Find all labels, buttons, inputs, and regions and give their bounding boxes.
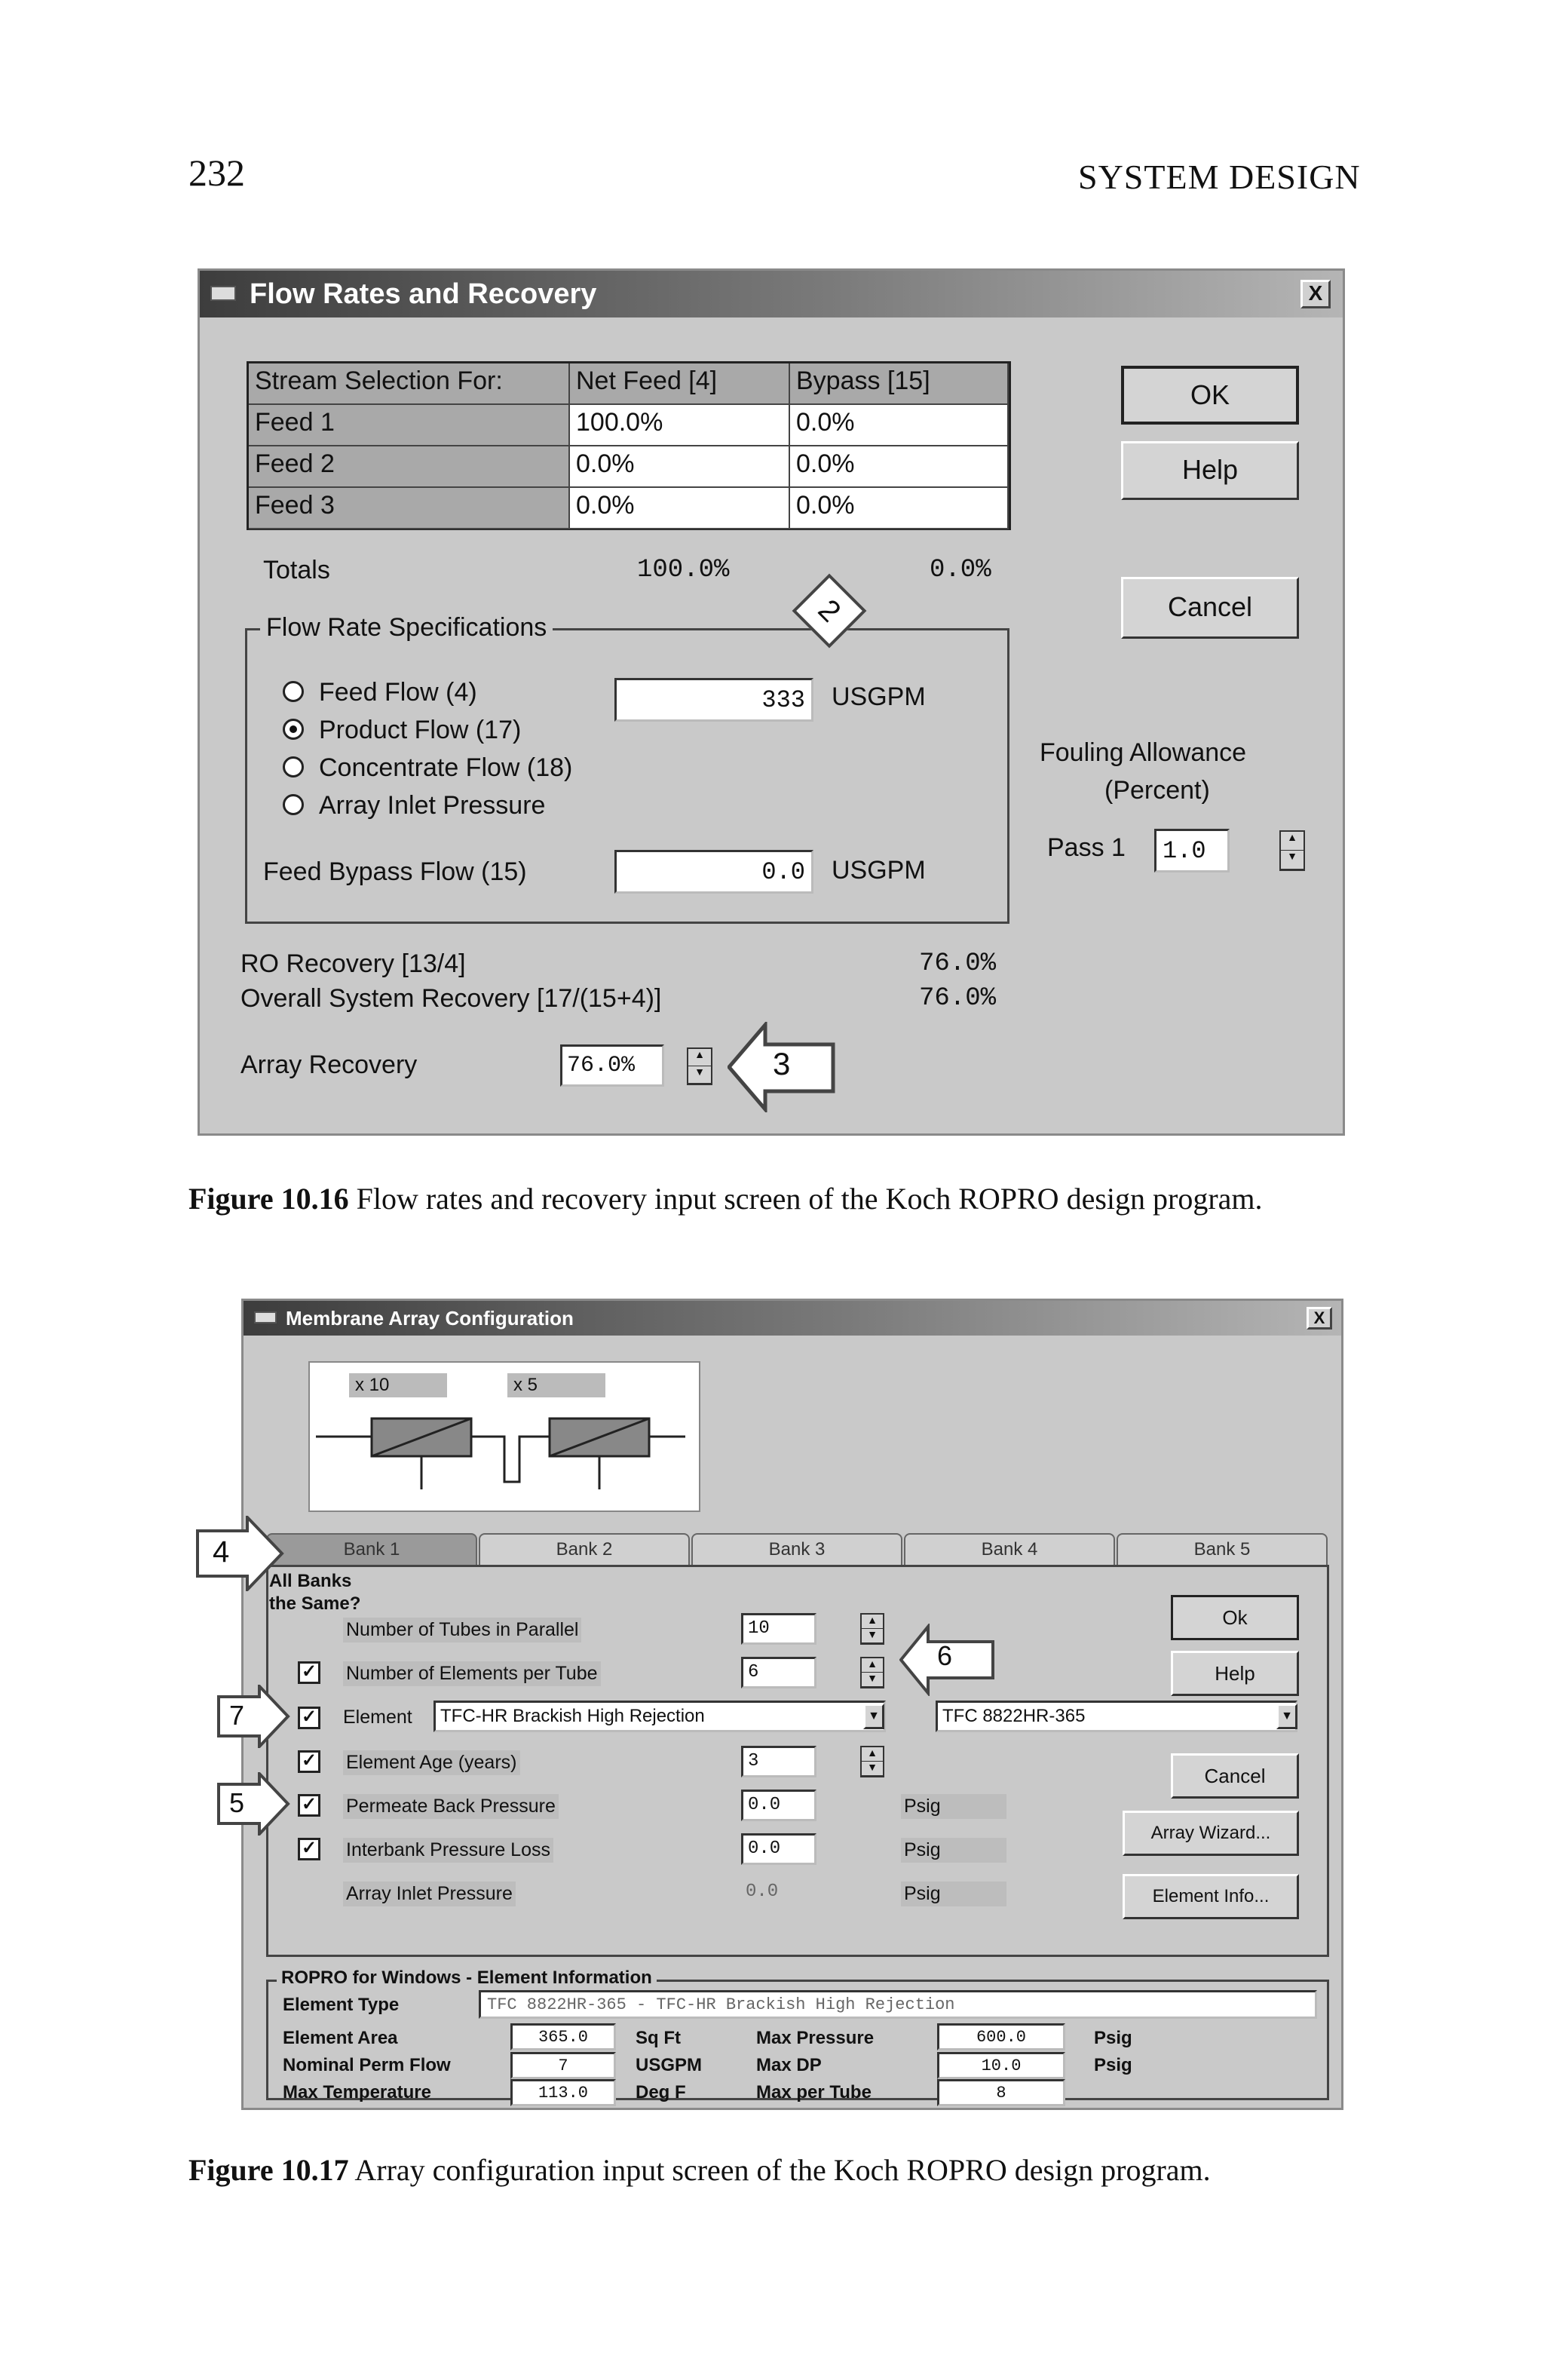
spinner-up-icon[interactable]: ▲ — [862, 1658, 883, 1673]
radio-array-inlet-pressure[interactable] — [283, 794, 304, 815]
table-header: Net Feed [4] — [570, 363, 790, 405]
element-area-label: Element Area — [283, 2028, 398, 2048]
callout-badge-5: 5 — [229, 1787, 245, 1818]
tab-bank-2[interactable]: Bank 2 — [479, 1533, 690, 1565]
array-recovery-input[interactable]: 76.0% — [560, 1044, 664, 1087]
spinner-down-icon[interactable]: ▼ — [862, 1629, 883, 1643]
perm-flow-unit: USGPM — [636, 2055, 703, 2075]
array-wizard-button[interactable]: Array Wizard... — [1123, 1811, 1299, 1856]
bypass-input[interactable]: 0.0 — [614, 850, 813, 894]
cancel-button[interactable]: Cancel — [1171, 1753, 1299, 1799]
max-dp-value: 10.0 — [937, 2052, 1065, 2079]
elements-label: Number of Elements per Tube — [343, 1661, 601, 1686]
membrane-array-window — [241, 1299, 1343, 2110]
permeate-input[interactable]: 0.0 — [741, 1790, 816, 1821]
figure-16-caption — [188, 1179, 1365, 1219]
element-checkbox[interactable]: ✓ — [298, 1707, 320, 1729]
title-bar — [200, 271, 1343, 317]
bypass-unit: USGPM — [832, 856, 926, 885]
bypass-label: Feed Bypass Flow (15) — [263, 857, 527, 886]
callout-arrow-4 — [195, 1516, 285, 1591]
array-recovery-label: Array Recovery — [240, 1050, 418, 1079]
age-checkbox[interactable]: ✓ — [298, 1750, 320, 1773]
inlet-pressure-unit: Psig — [901, 1882, 1006, 1906]
table-cell[interactable]: 0.0% — [790, 405, 1009, 446]
help-button[interactable]: Help — [1171, 1651, 1299, 1696]
window-title: Flow Rates and Recovery — [250, 278, 597, 310]
array-recovery-spinner[interactable] — [687, 1047, 712, 1085]
page-number: 232 — [188, 152, 245, 194]
flow-unit: USGPM — [832, 682, 926, 711]
figure-17-text: Array configuration input screen of the Koch ROPRO design program. — [348, 2153, 1211, 2187]
fouling-label: Fouling Allowance — [1040, 738, 1247, 767]
element-model-select[interactable]: TFC 8822HR-365 — [936, 1701, 1297, 1732]
all-banks-label: All Banks — [269, 1571, 352, 1591]
flow-input[interactable]: 333 — [614, 678, 813, 722]
permeate-unit: Psig — [901, 1794, 1006, 1819]
tubes-label: Number of Tubes in Parallel — [343, 1618, 581, 1642]
all-banks-label-same: the Same? — [269, 1593, 361, 1614]
array-flow-diagram — [308, 1361, 700, 1512]
max-per-tube-value: 8 — [937, 2079, 1065, 2106]
perm-flow-label: Nominal Perm Flow — [283, 2055, 451, 2075]
chevron-down-icon[interactable]: ▼ — [863, 1704, 884, 1729]
max-dp-unit: Psig — [1094, 2055, 1132, 2075]
figure-17-caption — [188, 2151, 1365, 2190]
figure-17-label: Figure 10.17 — [188, 2153, 349, 2187]
permeate-label: Permeate Back Pressure — [343, 1794, 559, 1819]
callout-badge-7: 7 — [229, 1700, 245, 1731]
spinner-up-icon[interactable]: ▲ — [862, 1615, 883, 1629]
overall-recovery-label: Overall System Recovery [17/(15+4)] — [240, 984, 662, 1013]
callout-arrow-5 — [216, 1772, 291, 1836]
max-per-tube-label: Max per Tube — [756, 2082, 872, 2102]
tab-bank-4[interactable]: Bank 4 — [904, 1533, 1115, 1565]
spinner-up-icon[interactable]: ▲ — [1281, 832, 1304, 851]
age-input[interactable]: 3 — [741, 1746, 816, 1777]
spinner-down-icon[interactable]: ▼ — [862, 1673, 883, 1687]
element-type-label: Element Type — [283, 1995, 400, 2015]
element-select[interactable]: TFC-HR Brackish High Rejection — [433, 1701, 886, 1732]
table-row-label: Feed 2 — [249, 446, 570, 488]
totals-net-feed: 100.0% — [637, 556, 730, 584]
stream-table — [247, 361, 1011, 530]
callout-badge-3: 3 — [773, 1046, 791, 1081]
close-button[interactable]: X — [1300, 280, 1331, 308]
spinner-down-icon[interactable]: ▼ — [862, 1762, 883, 1776]
element-label: Element — [343, 1707, 412, 1728]
callout-badge-2: 2 — [792, 574, 867, 649]
callout-badge-4: 4 — [213, 1535, 230, 1569]
stage-2-count: x 5 — [507, 1373, 605, 1397]
close-button[interactable]: X — [1307, 1307, 1332, 1330]
element-info-button[interactable]: Element Info... — [1123, 1874, 1299, 1919]
tab-bank-5[interactable]: Bank 5 — [1117, 1533, 1328, 1565]
table-cell[interactable]: 100.0% — [570, 405, 790, 446]
table-row-label: Feed 3 — [249, 488, 570, 529]
window-menu-icon[interactable] — [210, 286, 236, 301]
max-dp-label: Max DP — [756, 2055, 822, 2075]
pass-spinner[interactable] — [1279, 830, 1305, 871]
interbank-label: Interbank Pressure Loss — [343, 1838, 553, 1863]
running-head: SYSTEM DESIGN — [1078, 158, 1361, 196]
radio-feed-flow-label: Feed Flow (4) — [319, 678, 477, 707]
interbank-checkbox[interactable]: ✓ — [298, 1838, 320, 1860]
age-label: Element Age (years) — [343, 1750, 520, 1775]
max-temp-unit: Deg F — [636, 2082, 686, 2102]
table-cell[interactable]: 0.0% — [790, 488, 1009, 529]
flow-rate-group-title: Flow Rate Specifications — [260, 613, 553, 643]
age-spinner[interactable] — [860, 1746, 884, 1777]
element-area-unit: Sq Ft — [636, 2028, 681, 2048]
overall-recovery-value: 76.0% — [919, 984, 997, 1013]
tab-bank-3[interactable]: Bank 3 — [691, 1533, 902, 1565]
max-temp-value: 113.0 — [510, 2079, 616, 2106]
figure-16-text: Flow rates and recovery input screen of the Koch ROPRO design program. — [348, 1182, 1263, 1216]
ok-button[interactable]: Ok — [1171, 1595, 1299, 1640]
max-temp-label: Max Temperature — [283, 2082, 431, 2102]
interbank-input[interactable]: 0.0 — [741, 1833, 816, 1865]
table-row-label: Feed 1 — [249, 405, 570, 446]
pass-label: Pass 1 — [1047, 833, 1126, 862]
bank-tab-strip — [266, 1533, 1329, 1566]
ro-recovery-value: 76.0% — [919, 949, 997, 978]
table-header: Bypass [15] — [790, 363, 1009, 405]
spinner-up-icon[interactable]: ▲ — [688, 1049, 711, 1066]
radio-concentrate-flow-label: Concentrate Flow (18) — [319, 753, 573, 782]
radio-product-flow[interactable] — [283, 719, 304, 740]
radio-product-flow-label: Product Flow (17) — [319, 716, 522, 744]
title-bar — [244, 1301, 1341, 1336]
help-button[interactable]: Help — [1121, 441, 1299, 500]
callout-badge-6: 6 — [937, 1640, 953, 1671]
inlet-pressure-value: 0.0 — [746, 1882, 779, 1902]
tubes-input[interactable]: 10 — [741, 1613, 816, 1645]
radio-array-inlet-pressure-label: Array Inlet Pressure — [319, 791, 546, 820]
permeate-checkbox[interactable]: ✓ — [298, 1794, 320, 1817]
table-cell[interactable]: 0.0% — [790, 446, 1009, 488]
elements-input[interactable]: 6 — [741, 1657, 816, 1688]
window-menu-icon[interactable] — [254, 1311, 277, 1323]
spinner-up-icon[interactable]: ▲ — [862, 1747, 883, 1762]
chevron-down-icon[interactable]: ▼ — [1276, 1704, 1297, 1729]
element-area-value: 365.0 — [510, 2023, 616, 2050]
radio-concentrate-flow[interactable] — [283, 756, 304, 777]
totals-label: Totals — [263, 556, 330, 584]
pass-input[interactable]: 1.0 — [1154, 829, 1230, 873]
max-pressure-unit: Psig — [1094, 2028, 1132, 2048]
spinner-down-icon[interactable]: ▼ — [1281, 851, 1304, 869]
perm-flow-value: 7 — [510, 2052, 616, 2079]
max-pressure-value: 600.0 — [937, 2023, 1065, 2050]
radio-feed-flow[interactable] — [283, 681, 304, 702]
interbank-unit: Psig — [901, 1838, 1006, 1863]
element-info-title: ROPRO for Windows - Element Information — [277, 1967, 657, 1989]
table-cell[interactable]: 0.0% — [570, 446, 790, 488]
totals-bypass: 0.0% — [930, 556, 991, 584]
tab-bank-1[interactable]: Bank 1 — [266, 1533, 477, 1565]
table-header: Stream Selection For: — [249, 363, 570, 405]
ok-button[interactable]: OK — [1121, 366, 1299, 425]
cancel-button[interactable]: Cancel — [1121, 577, 1299, 639]
figure-16-label: Figure 10.16 — [188, 1182, 349, 1216]
tubes-spinner[interactable] — [860, 1613, 884, 1645]
elements-checkbox[interactable]: ✓ — [298, 1661, 320, 1684]
window-title: Membrane Array Configuration — [286, 1307, 574, 1330]
callout-arrow-7 — [216, 1685, 291, 1748]
spinner-down-icon[interactable]: ▼ — [688, 1066, 711, 1084]
ro-recovery-label: RO Recovery [13/4] — [240, 949, 466, 978]
elements-spinner[interactable] — [860, 1657, 884, 1688]
fouling-label-percent: (Percent) — [1104, 776, 1210, 805]
max-pressure-label: Max Pressure — [756, 2028, 875, 2048]
table-cell[interactable]: 0.0% — [570, 488, 790, 529]
stage-1-count: x 10 — [349, 1373, 447, 1397]
element-type-value: TFC 8822HR-365 - TFC-HR Brackish High Rejection — [479, 1990, 1317, 2019]
inlet-pressure-label: Array Inlet Pressure — [343, 1882, 516, 1906]
flow-rates-window — [198, 268, 1345, 1136]
